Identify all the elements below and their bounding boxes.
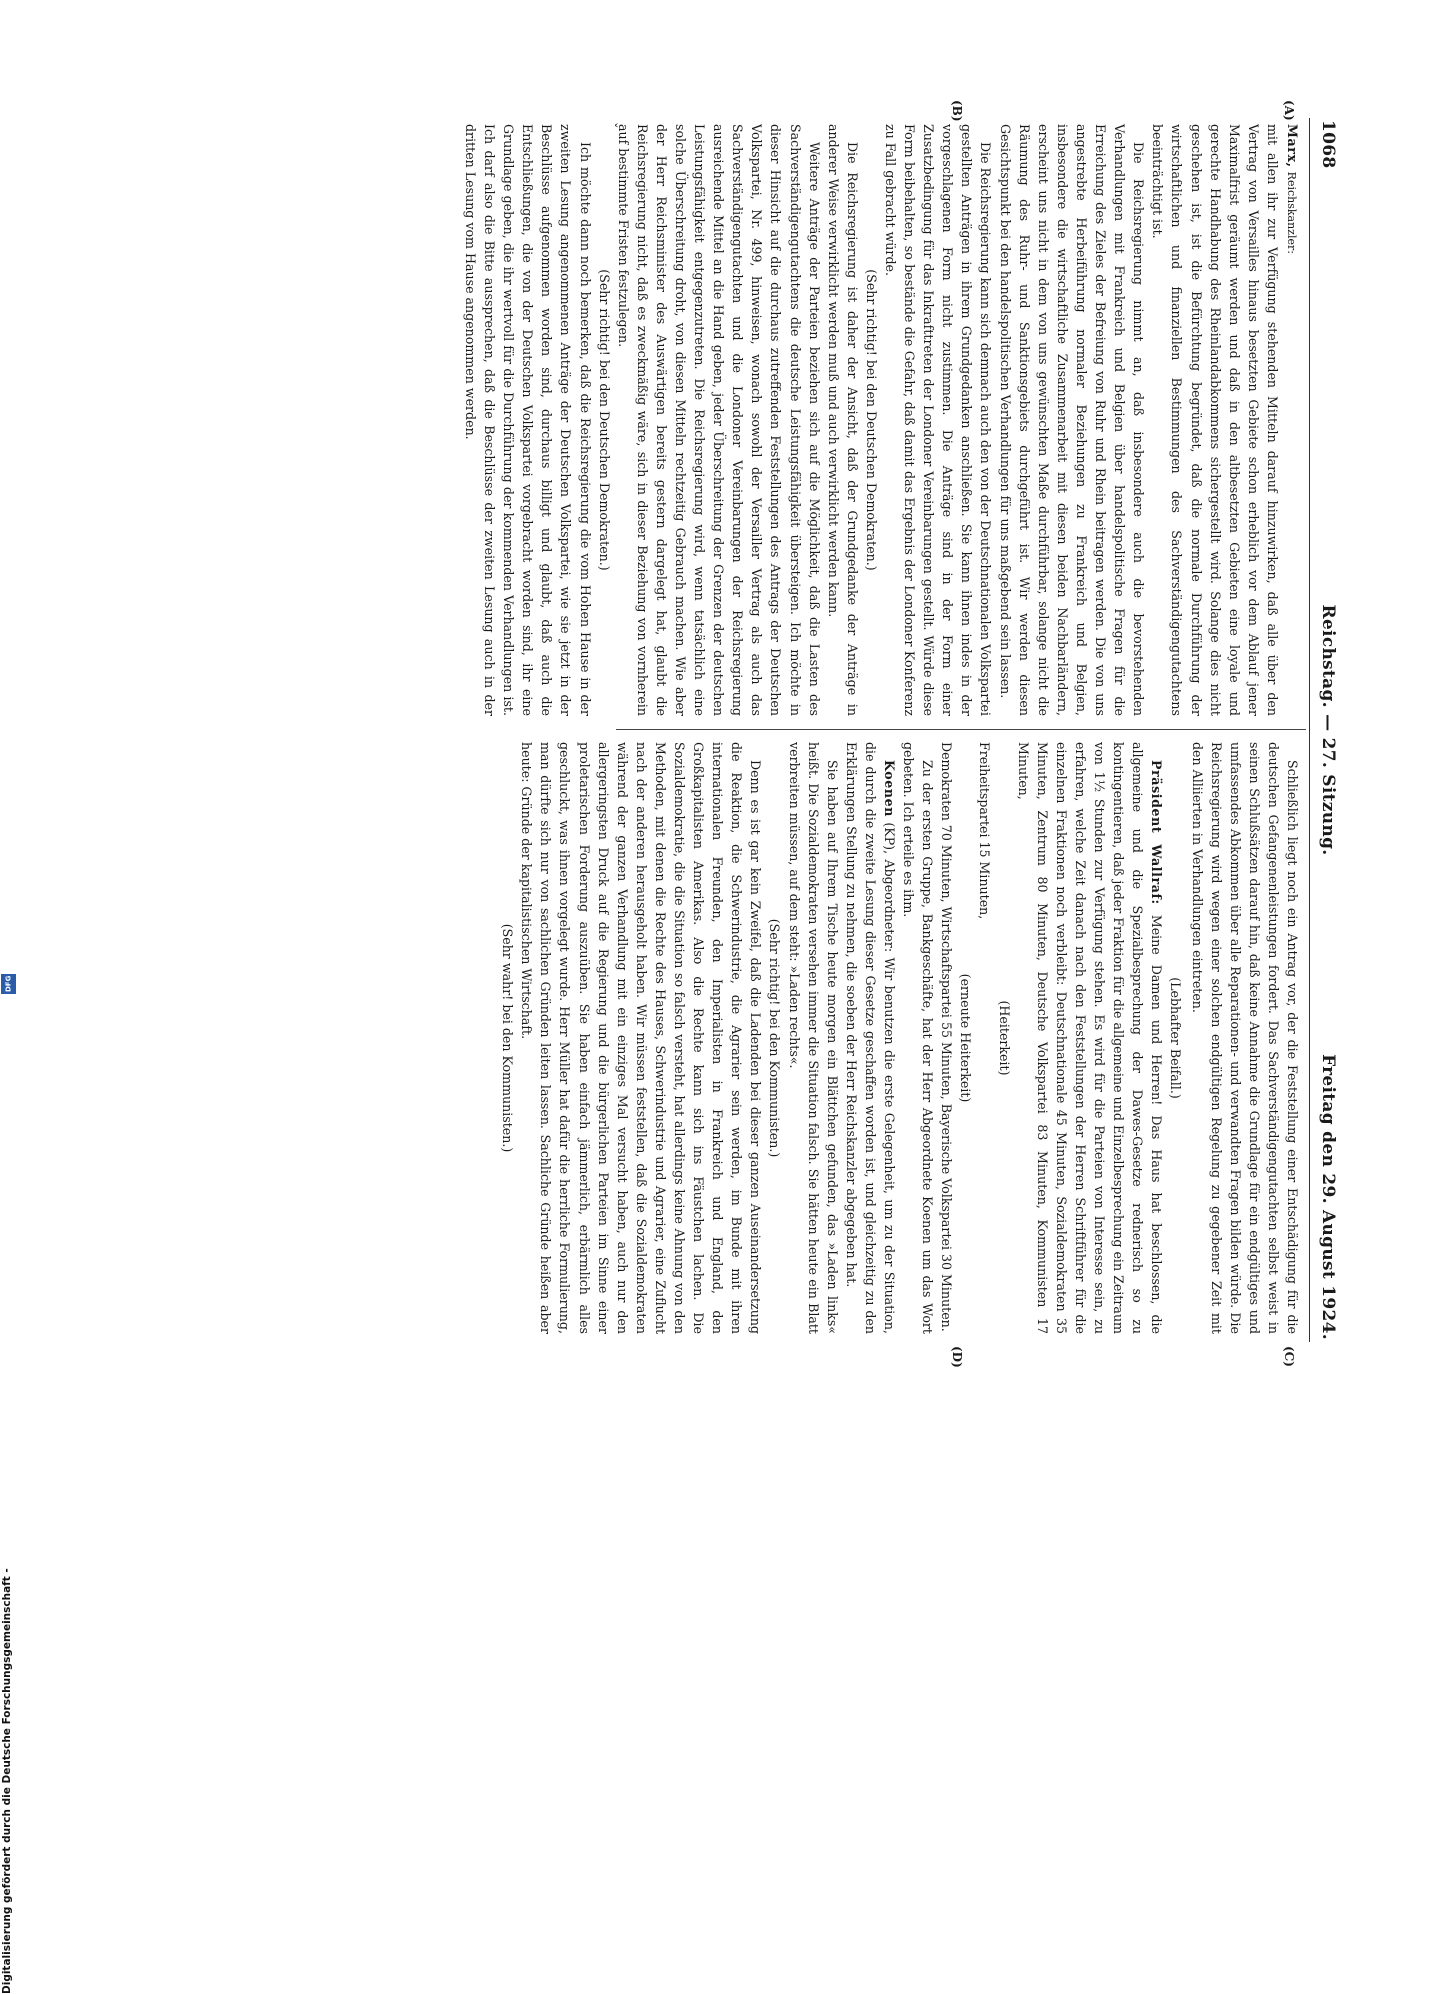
paragraph: Denn es ist gar kein Zweifel, daß die Ladenden bei dieser ganzen Auseinandersetzung die Reaktion, die Schwerindustrie, die Agrarier sein werden, im Bunde mit ihren internationalen Freunden, den Imperialisten in Frankreich und England, den Großkapitalisten Amerikas. Also die Rechte kann sich ins Fäustchen lachen. Die Sozialdemokratie, die die Situation so falsch versteht, hat allerdings keine Ahnung von den Methoden, mit denen die Rechte des Hauses, Schwerindustrie und Agrarier, eine Zuflucht nach der anderen herausgeholt haben. Wir müssen feststellen, daß die Sozialdemokraten während der ganzen Verhandlung mit ein einziges Mal versucht haben, auch nur den allergeringsten Druck auf die Regierung und die bürgerlichen Parteien im Sinne einer proletarischen Forderung auszuüben. Sie haben einfach jämmerlich, erbärmlich alles geschluckt, was ihnen vorgelegt wurde. Herr Müller hat dafür die herrliche Formulierung, man dürfte sich nur von sachlichen Gründen leiten lassen. Sachliche Gründe heißen aber heute: Gründe der kapitalistischen Wirtschaft.	[519, 742, 764, 1334]
right-column	[498, 742, 1302, 1334]
paragraph: Ich möchte dann noch bemerken, daß die Reichsregierung die vom Hohen Hause in der zweiten Lesung angenommenen Anträge der Deutschen Volkspartei, wie sie jetzt in der Beschlüsse aufgenommen worden sind, durchaus billigt und glaubt, daß auch die Entschließungen, die von der Deutschen Volkspartei vorgebracht worden sind, ihr eine Grundlage geben, die ihr wertvoll für die Durchführung der kommenden Verhandlungen ist. Ich darf also die Bitte aussprechen, daß die Beschlüsse der zweiten Lesung auch in der dritten Lesung vom Hause angenommen werden.	[462, 124, 593, 716]
paragraph: Sie haben auf Ihrem Tische heute morgen ein Blättchen gefunden, das »Laden links« heißt. Die Sozialdemokraten versehen immer die Situation falsch. Sie hätten heute ein Blatt verbreiten müssen, auf dem steht: »Laden rechts«.	[786, 742, 840, 1334]
page-header	[1310, 120, 1338, 1340]
paragraph: Schließlich liegt noch ein Antrag vor, der die Feststellung einer Entschädigung für die deutschen Gefangenenleistungen fordert. Das Sachverständigengutachten selbst weist in seinen Schlußsätzen darauf hin, daß keine Annahme die Grundlage für ein endgültiges und umfassendes Abkommen über alle Reparationen- und verwandten Fragen bilden würde. Die Reichsregierung wird wegen einer solchen endgültigen Regelung zu gegebener Zeit mit den Alliierten in Verhandlungen eintreten.	[1189, 742, 1300, 1334]
speaker-paragraph	[1282, 124, 1302, 716]
paragraph: Freiheitspartei 15 Minuten,	[977, 742, 993, 920]
interjection: (Sehr richtig! bei den Deutschen Demokraten.)	[863, 269, 879, 571]
paragraph: Die Reichsregierung kann sich demnach auch den von der Deutschnationalen Volkspartei gestellten Anträgen in ihrem Grundgedanken anschließen. Sie kann ihnen indes in der vorgeschlagenen Form nicht zustimmen. Die Anträge sind in der Form einer Zusatzbedingung für das Inkrafttreten der Londoner Vereinbarungen gestellt. Würde diese Form beibehalten, so bestände die Gefahr, daß damit das Ergebnis der Londoner Konferenz zu Fall gebracht würde.	[883, 124, 994, 716]
margin-letter-d: (D)	[950, 1346, 964, 1368]
paragraph: Zu der ersten Gruppe, Bankgeschäfte, hat der Herr Abgeordnete Koenen um das Wort gebeten. Ich erteile es ihm.	[901, 742, 936, 1334]
speaker-role: Reichskanzler:	[1285, 171, 1298, 254]
speaker-paragraph	[842, 742, 899, 1334]
speaker-paragraph	[1014, 742, 1167, 1334]
paragraph: Demokraten 70 Minuten, Wirtschaftspartei 55 Minuten, Bayerische Volkspartei 30 Minuten.	[939, 742, 955, 1332]
interjection: (Sehr richtig! bei den Deutschen Demokraten.)	[596, 269, 612, 571]
paragraph: Weitere Anträge der Parteien beziehen sich auf die Möglichkeit, daß die Lasten des Sachverständigengutachtens die deutsche Leistungsfähigkeit übersteigen. Ich möchte in dieser Hinsicht auf die durchaus zutreffenden Feststellungen des Antrags der Deutschen Volkspartei, Nr. 499, hinweisen, wonach sowohl der Versailler Vertrag als auch das Sachverständigengutachten und die Londoner Vereinbarungen der Reichsregierung ausreichende Mittel an die Hand geben, jeder Überschreitung der Grenzen der deutschen Leistungsfähigkeit entgegenzutreten. Die Reichsregierung wird, wenn tatsächlich eine solche Überschreitung droht, von diesen Mitteln rechtzeitig Gebrauch machen. Wie aber der Herr Reichsminister des Auswärtigen bereits gestern dargelegt hat, glaubt die Reichsregierung nicht, daß es zweckmäßig wäre, sich in dieser Beziehung von vornherein auf bestimmte Fristen festzulegen.	[615, 124, 822, 716]
margin-letter-a: (A)	[1282, 100, 1296, 121]
interjection: (Lebhafter Beifall.)	[1168, 977, 1184, 1099]
left-column	[461, 124, 1302, 716]
header-rule	[1309, 118, 1310, 1342]
header-date: Freitag den 29. August 1924.	[1318, 1054, 1338, 1340]
interjection: (Heiterkeit)	[996, 1000, 1012, 1076]
speaker-name: Präsident Wallraf:	[1149, 760, 1165, 905]
page-number: 1068	[1318, 120, 1338, 169]
funding-note-text: Digitalisierung gefördert durch die Deutsche Forschungsgemeinschaft -	[1, 1568, 13, 1994]
tick-mark: ˇ	[603, 122, 618, 129]
interjection: (Sehr richtig! bei den Kommunisten.)	[767, 918, 783, 1158]
interjection: (erneute Heiterkeit)	[958, 973, 974, 1103]
paragraph: Die Reichsregierung nimmt an, daß insbesondere auch die bevorstehenden Verhandlungen mit Frankreich und Belgien über handelspolitische Fragen für die Erreichung des Zieles der Befreiung von Ruhr und Rhein beitragen werden. Die von uns angestrebte Herbeiführung normaler Beziehungen zu Frankreich und Belgien, insbesondere die wirtschaftliche Zusammenarbeit mit diesen beiden Nachbarländern, erscheint uns nicht in dem von uns gewünschten Maße durchführbar, solange nicht die Räumung des Ruhr- und Sanktionsgebiets durchgeführt ist. Wir werden diesen Gesichtspunkt bei den handelspolitischen Verhandlungen für uns maßgebend sein lassen.	[997, 124, 1147, 716]
speech-text: Wir benutzen die erste Gelegenheit, um zu der Situation, die durch die zweite Lesung dieser Gesetze geschaffen worden ist, und gleichzeitig zu den Erklärungen Stellung zu nehmen, die soeben der Herr Reichskanzler abgegeben hat.	[843, 742, 898, 1334]
dfg-logo: DFG	[1, 974, 16, 994]
interjection: (Sehr wahr! bei den Kommunisten.)	[500, 923, 516, 1153]
paragraph: Die Reichsregierung ist daher der Ansicht, daß der Grundgedanke der Anträge in anderer Weise verwirklicht werden muß und auch verwirklicht werden kann.	[825, 124, 860, 716]
speaker-name: Koenen	[882, 760, 898, 818]
speaker-role: (KP), Abgeordneter:	[882, 822, 898, 953]
paragraph: mit allen ihr zur Verfügung stehenden Mitteln darauf hinzuwirken, daß alle über den Vertrag von Versailles hinaus besetzten Gebiete schon erheblich vor dem Ablauf jener Maximalfrist geräumt werden und daß in den altbesetzten Gebieten eine loyale und gerechte Handhabung des Rheinlandabkommens sichergestellt wird. Solange dies nicht geschehen ist, ist die Befürchtung begründet, daß die normale Durchführung der wirtschaftlichen und finanziellen Bestimmungen des Sachverständigengutachtens beeinträchtigt ist.	[1150, 124, 1280, 716]
speech-text: Meine Damen und Herren! Das Haus hat beschlossen, die allgemeine und die Spezialbesprechung der Dawes-Gesetze rednerisch so zu kontingentieren, daß jeder Fraktion für die allgemeine und Einzelbesprechung ein Zeitraum von 1½ Stunden zur Verfügung stehen. Es wird für die Parteien von Interesse sein, zu erfahren, welche Zeit danach nach den Feststellungen der Herren Schriftführer für die einzelnen Fraktionen noch verbleibt: Deutschnationale 45 Minuten, Sozialdemokraten 35 Minuten, Zentrum 80 Minuten, Deutsche Volkspartei 83 Minuten, Kommunisten 17 Minuten,	[1015, 742, 1165, 1334]
margin-letter-b: (B)	[950, 100, 964, 122]
margin-letter-c: (C)	[1282, 1346, 1296, 1367]
header-title: Reichstag. — 27. Sitzung.	[1318, 604, 1338, 856]
speaker-name: Marx,	[1285, 124, 1300, 168]
column-divider	[616, 729, 1306, 730]
